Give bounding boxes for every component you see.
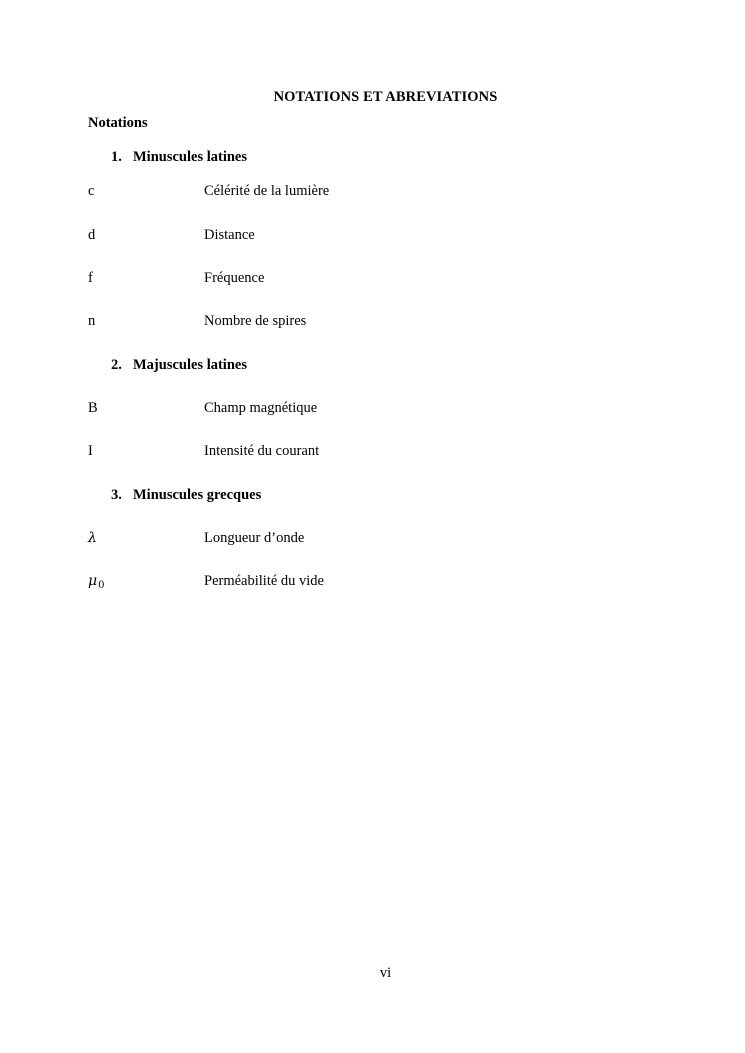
notation-symbol: n [88,313,96,329]
subsection-number: 2. [111,357,122,373]
notation-row [0,573,745,593]
notation-meaning: Longueur d’onde [204,530,305,546]
notation-meaning: Intensité du courant [204,443,320,459]
notation-symbol: B [88,400,98,416]
notation-meaning: Distance [204,227,255,243]
notation-meaning: Célérité de la lumière [204,183,330,199]
notation-symbol: d [88,227,96,243]
notation-symbol: I [88,443,93,459]
notation-row [0,227,745,247]
subsection-heading-minuscules-grecques [111,487,261,504]
notation-row [0,313,745,333]
subsection-label: Minuscules latines [133,149,247,165]
subsection-number: 1. [111,149,122,165]
notation-symbol [88,573,104,589]
symbol-base: μ [88,573,98,589]
subsection-number: 3. [111,487,122,503]
notation-meaning: Champ magnétique [204,400,318,416]
subsection-heading-minuscules-latines [111,149,247,166]
subsection-label: Minuscules grecques [133,487,262,503]
notation-row [0,443,745,463]
notation-meaning: Nombre de spires [204,313,307,329]
notation-row [0,530,745,550]
notation-row [0,183,745,203]
page-title: NOTATIONS ET ABREVIATIONS [273,89,498,105]
symbol-subscript: 0 [98,580,105,591]
notation-symbol: λ [88,530,97,546]
page-number: vi [379,965,392,981]
subsection-label: Majuscules latines [133,357,247,373]
section-heading-notations: Notations [88,115,148,131]
notation-symbol: c [88,183,95,199]
notation-symbol: f [88,270,93,286]
notation-meaning: Perméabilité du vide [204,573,324,589]
notation-row [0,400,745,420]
notation-meaning: Fréquence [204,270,265,286]
subsection-heading-majuscules-latines [111,357,247,374]
notation-row [0,270,745,290]
